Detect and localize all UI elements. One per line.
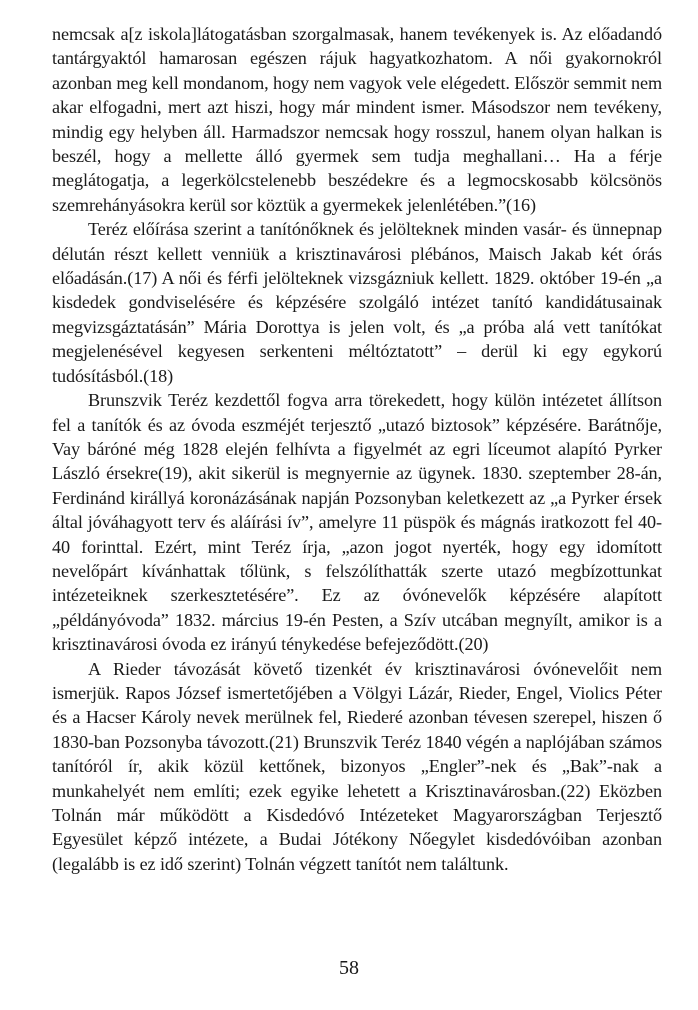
paragraph-4: A Rieder távozását követő tizenkét év krisztinavárosi óvónevelőit nem ismerjük. Rapos József ismertetőjében a Völgyi Lázár, Rieder, Engel, Violics Péter és a Hacser Károly nevek merülnek fel, Riederé azonban tévesen szerepel, hiszen ő 1830-ban Pozsonyba távozott.(21) Brunszvik Teréz 1840 végén a naplójában számos tanítóról ír, akik közül kettőnek, bizonyos „Engler”-nek és „Bak”-nak a munkahelyét nem említi; ezek egyike lehetett a Krisztinavárosban.(22) Eközben Tolnán már működött a Kisdedóvó Intézeteket Magyarországban Terjesztő Egyesület képző intézete, a Budai Jótékony Nőegylet kisdedóvóiban azonban (legalább is ez idő szerint) Tolnán végzett tanítót nem találtunk. (52, 658, 662, 874)
paragraph-1: nemcsak a[z iskola]látogatásban szorgalmasak, hanem tevékenyek is. Az előadandó tantárgyaktól hamarosan egészen rájuk hagyatkozhatom. A női gyakornokról azonban meg kell mondanom, hogy nem vagyok vele elégedett. Először semmit nem akar elfogadni, mert azt hiszi, hogy már mindent ismer. Másodszor nem tevékeny, mindig egy helyben áll. Harmadszor nemcsak hogy rosszul, hanem olyan halkan is beszél, hogy a mellette álló gyermek sem tudja meghallani… Ha a férje meglátogatja, a legerkölcstelenebb beszédekre és a legmocskosabb kölcsönös szemrehányásokra kerül sor köztük a gyermekek jelenlétében.”(16) (52, 24, 663, 215)
paragraph-2: Teréz előírása szerint a tanítónőknek és jelölteknek minden vasár- és ünnepnap délután részt kellett venniük a krisztinavárosi plébános, Maisch Jakab két órás előadásán.(17) A női és férfi jelölteknek vizsgázniuk kellett. 1829. október 19-én „a kisdedek gondviselésére és képzésére szolgáló intézet tanító kandidátusainak megvizsgáztatásán” Mária Dorottya is jelen volt, és „a próba alá vett tanítókat megjelenésével kegyesen serkenteni méltóztatott” – derül ki egy egykorú tudósításból.(18) (52, 219, 662, 386)
page-number: 58 (339, 957, 359, 979)
paragraph-3: Brunszvik Teréz kezdettől fogva arra törekedett, hogy külön intézetet állítson fel a tanítók és az óvoda eszméjét terjesztő „utazó biztosok” képzésére. Barátnője, Vay báróné még 1828 elején felhívta a figyelmét az egri líceumot alapító Pyrker László érsekre(19), akit sikerül is megnyernie az ügynek. 1830. szeptember 28-án, Ferdinánd királlyá koronázásának napján Pozsonyban keletkezett az „a Pyrker érsek által jóváhagyott terv és aláírási ív”, amelyre 11 püspök és mágnás iratkozott fel 40-40 forinttal. Ezért, mint Teréz írja, „azon jogot nyerték, hogy egy idomított nevelőpárt kívánhattak tőlünk, s felszólíthatták szerte utazó megbízottunkat intézeteiknek szerkesztetésére”. Ez az óvónevelők képzésére alapított „példányóvoda” 1832. március 19-én Pesten, a Szív utcában megnyílt, amikor is a krisztinavárosi óvoda ez irányú ténykedése befejeződött.(20) (52, 390, 662, 655)
document-page (52, 22, 662, 876)
